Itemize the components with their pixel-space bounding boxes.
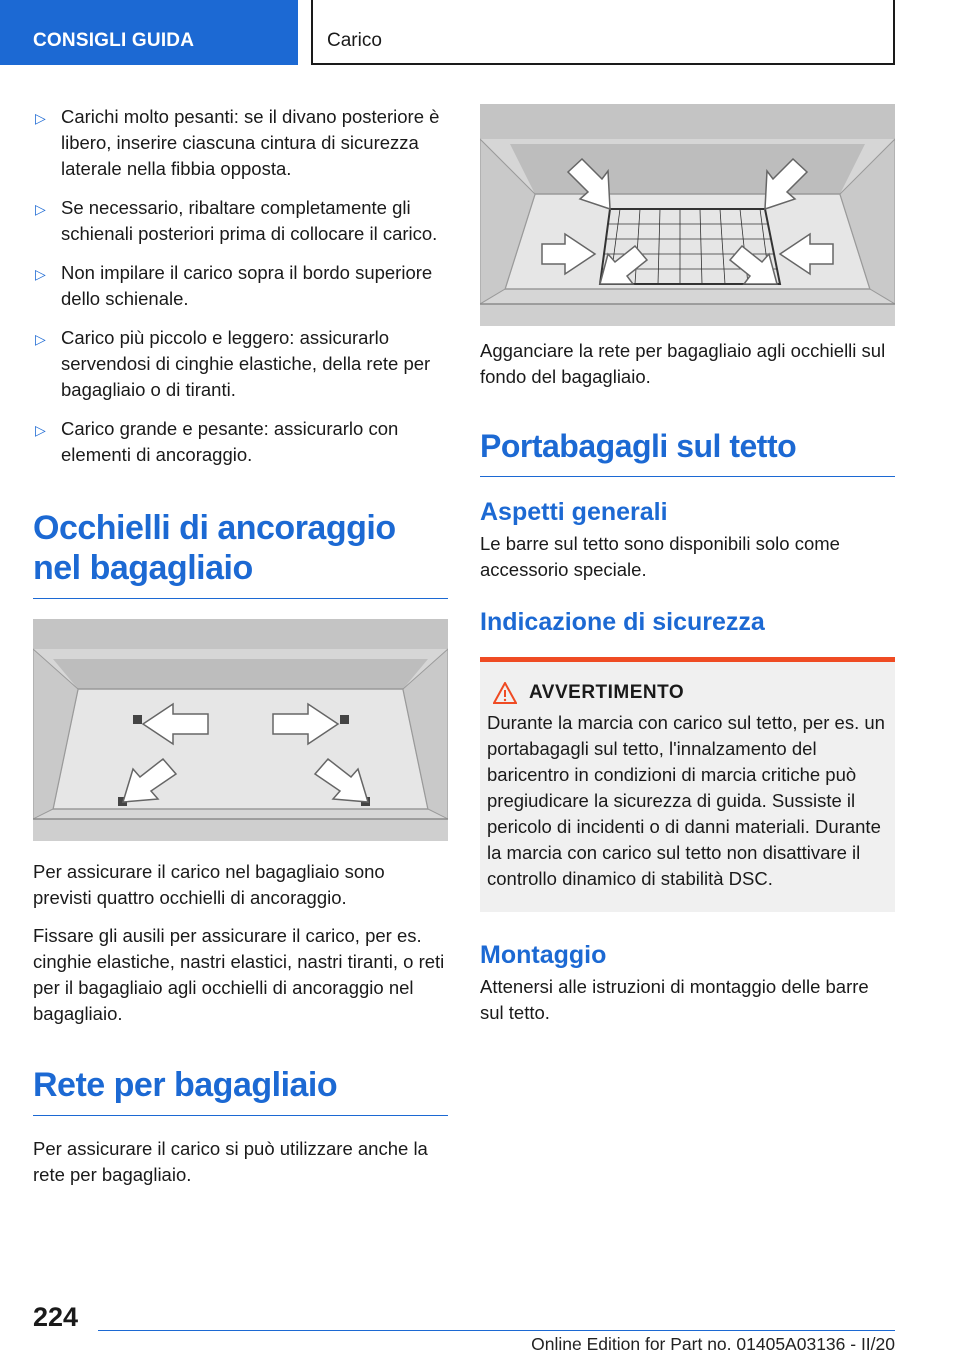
heading-general: Aspetti generali <box>480 498 668 526</box>
page-number: 224 <box>33 1302 79 1332</box>
figure-caption: Agganciare la rete per bagagliaio agli occhielli sul fondo del bagagliaio. <box>480 340 886 387</box>
trunk-anchor-illustration <box>33 619 448 841</box>
footer-divider <box>98 1330 895 1331</box>
heading-anchor-eyes: Occhielli di ancoraggio nel bagagliaio <box>33 508 448 599</box>
footer-edition: Online Edition for Part no. 01405A03136 - II/20 <box>531 1334 895 1354</box>
paragraph: Le barre sul tetto sono disponibili solo come accessorio speciale. <box>480 533 840 580</box>
heading-luggage-net: Rete per bagagliaio <box>33 1065 448 1116</box>
heading-safety-note: Indicazione di sicurezza <box>480 608 765 636</box>
list-item: ▷ Carico grande e pesante: assicurarlo con elementi di ancoraggio. <box>35 418 399 465</box>
list-item: ▷ Carichi molto pesanti: se il divano posteriore è libero, inserire ciascuna cintura di sicurezza laterale nella fibbia opposta. <box>35 106 440 179</box>
luggage-net-figure <box>480 104 895 326</box>
header-chapter-title: Carico <box>311 0 895 65</box>
warning-box <box>480 657 895 912</box>
warning-triangle-icon <box>493 682 517 704</box>
triangle-right-icon: ▷ <box>35 110 46 126</box>
heading-roof-rack: Portabagagli sul tetto <box>480 426 895 477</box>
right-column <box>480 104 895 1038</box>
list-item: ▷ Se necessario, ribaltare completamente gli schienali posteriori prima di collocare il carico. <box>35 197 438 244</box>
list-item: ▷ Non impilare il carico sopra il bordo superiore dello schienale. <box>35 262 433 309</box>
left-column <box>33 104 448 1200</box>
warning-title: AVVERTIMENTO <box>487 682 885 704</box>
triangle-right-icon: ▷ <box>35 266 46 282</box>
header-section-tab: CONSIGLI GUIDA <box>0 0 298 65</box>
triangle-right-icon: ▷ <box>35 331 46 347</box>
paragraph: Per assicurare il carico nel bagagliaio sono previsti quattro occhielli di ancoraggio. <box>33 861 385 908</box>
warning-text: Durante la marcia con carico sul tetto, per es. un portabagagli sul tetto, l'innalzamento del baricentro in condizioni di marcia critiche può pregiudicare la sicurezza di guida. Sussiste il pericolo di incidenti o di danni materiali. Durante la marcia con carico sul tetto non disattivare il controllo dinamico di stabilità DSC. <box>487 712 885 889</box>
heading-mounting: Montaggio <box>480 941 607 969</box>
list-item: ▷ Carico più piccolo e leggero: assicurarlo servendosi di cinghie elastiche, della rete per bagagliaio o di tiranti. <box>35 327 431 400</box>
paragraph: Fissare gli ausili per assicurare il carico, per es. cinghie elastiche, nastri elastici, nastri tiranti, o reti per il bagagliaio agli occhielli di ancoraggio nel bagagliaio. <box>33 925 445 1024</box>
luggage-net-illustration <box>480 104 895 326</box>
triangle-right-icon: ▷ <box>35 422 46 438</box>
triangle-right-icon: ▷ <box>35 201 46 217</box>
trunk-anchor-figure <box>33 619 448 841</box>
paragraph: Per assicurare il carico si può utilizzare anche la rete per bagagliaio. <box>33 1138 428 1185</box>
paragraph: Attenersi alle istruzioni di montaggio delle barre sul tetto. <box>480 976 869 1023</box>
bullet-list <box>33 104 448 468</box>
